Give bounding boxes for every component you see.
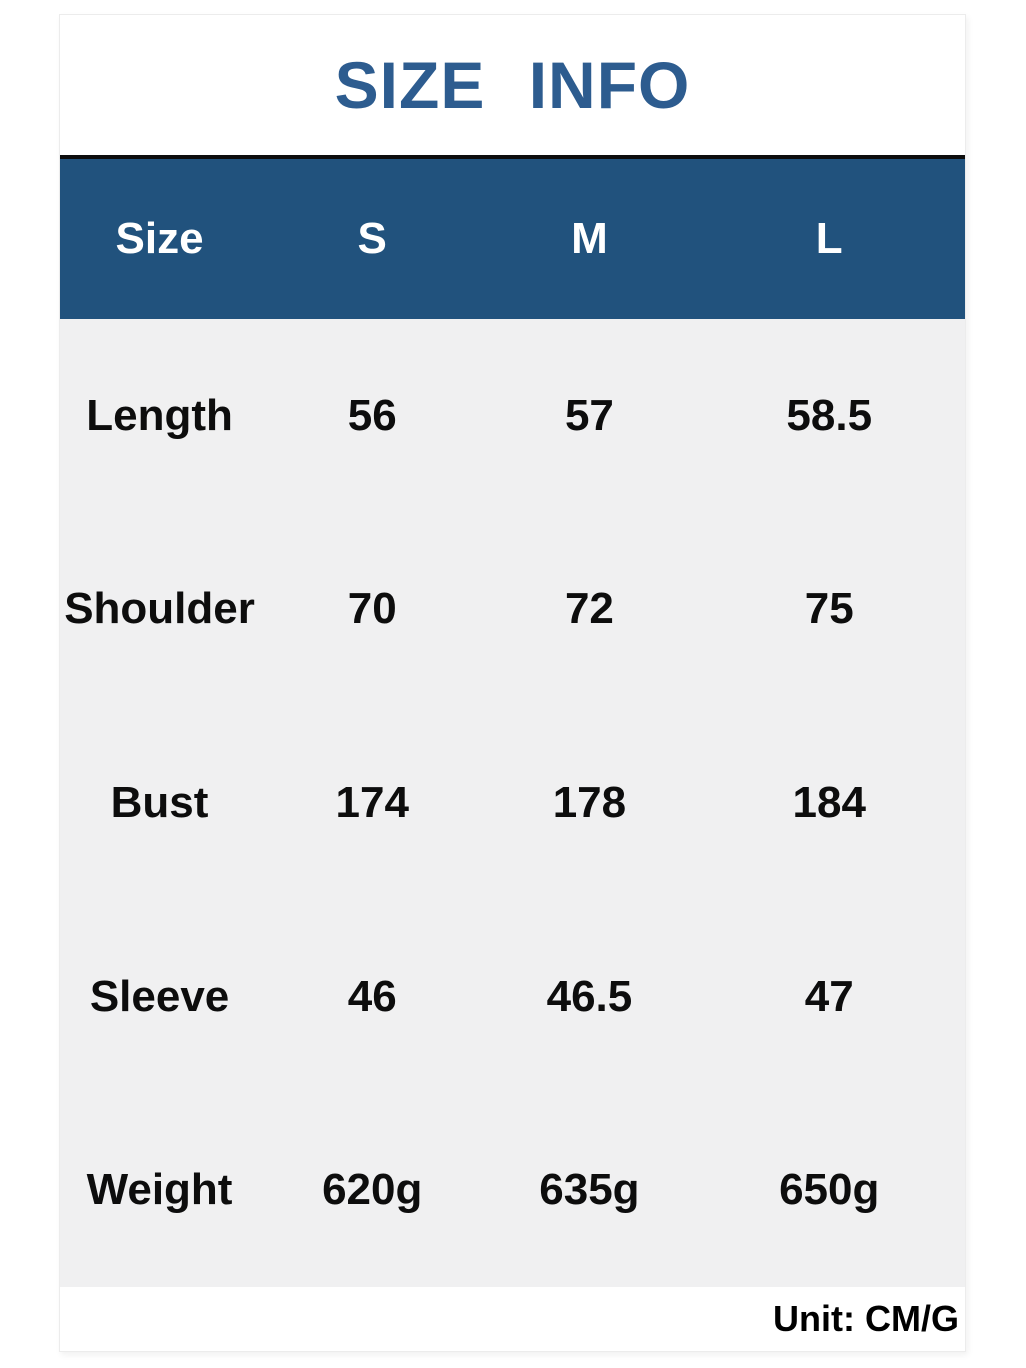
page-title: SIZE INFO (334, 48, 691, 122)
cell-value: 184 (792, 777, 866, 827)
cell-value: 70 (347, 584, 397, 634)
table-header-row (60, 159, 965, 319)
row-label: Weight (86, 1165, 233, 1215)
row-label: Shoulder (64, 584, 255, 634)
column-header-size: Size (115, 214, 204, 263)
table-row-sleeve (60, 900, 965, 1094)
cell-value: 620g (322, 1165, 423, 1215)
cell-value: 57 (564, 390, 614, 440)
table-row-length (60, 319, 965, 513)
cell-value: 635g (539, 1165, 640, 1215)
title-area (60, 15, 965, 155)
row-label: Bust (110, 777, 209, 827)
table-body (60, 319, 965, 1287)
cell-value: 56 (347, 390, 397, 440)
cell-value: 174 (335, 777, 409, 827)
column-header-s: S (357, 214, 387, 263)
cell-value: 46.5 (546, 971, 633, 1021)
cell-value: 178 (552, 777, 627, 827)
cell-value: 46 (347, 971, 397, 1021)
column-header-l: L (815, 214, 843, 263)
cell-value: 75 (804, 584, 854, 634)
cell-value: 72 (564, 584, 614, 634)
table-row-bust (60, 706, 965, 900)
cell-value: 47 (804, 971, 854, 1021)
table-row-weight (60, 1093, 965, 1287)
cell-value: 58.5 (786, 390, 873, 440)
cell-value: 650g (779, 1165, 880, 1215)
row-label: Sleeve (89, 971, 230, 1021)
unit-note: Unit: CM/G (773, 1298, 959, 1339)
footer-strip (60, 1287, 965, 1351)
size-info-card (59, 14, 966, 1352)
table-row-shoulder (60, 513, 965, 707)
column-header-m: M (571, 214, 608, 263)
row-label: Length (86, 390, 233, 440)
